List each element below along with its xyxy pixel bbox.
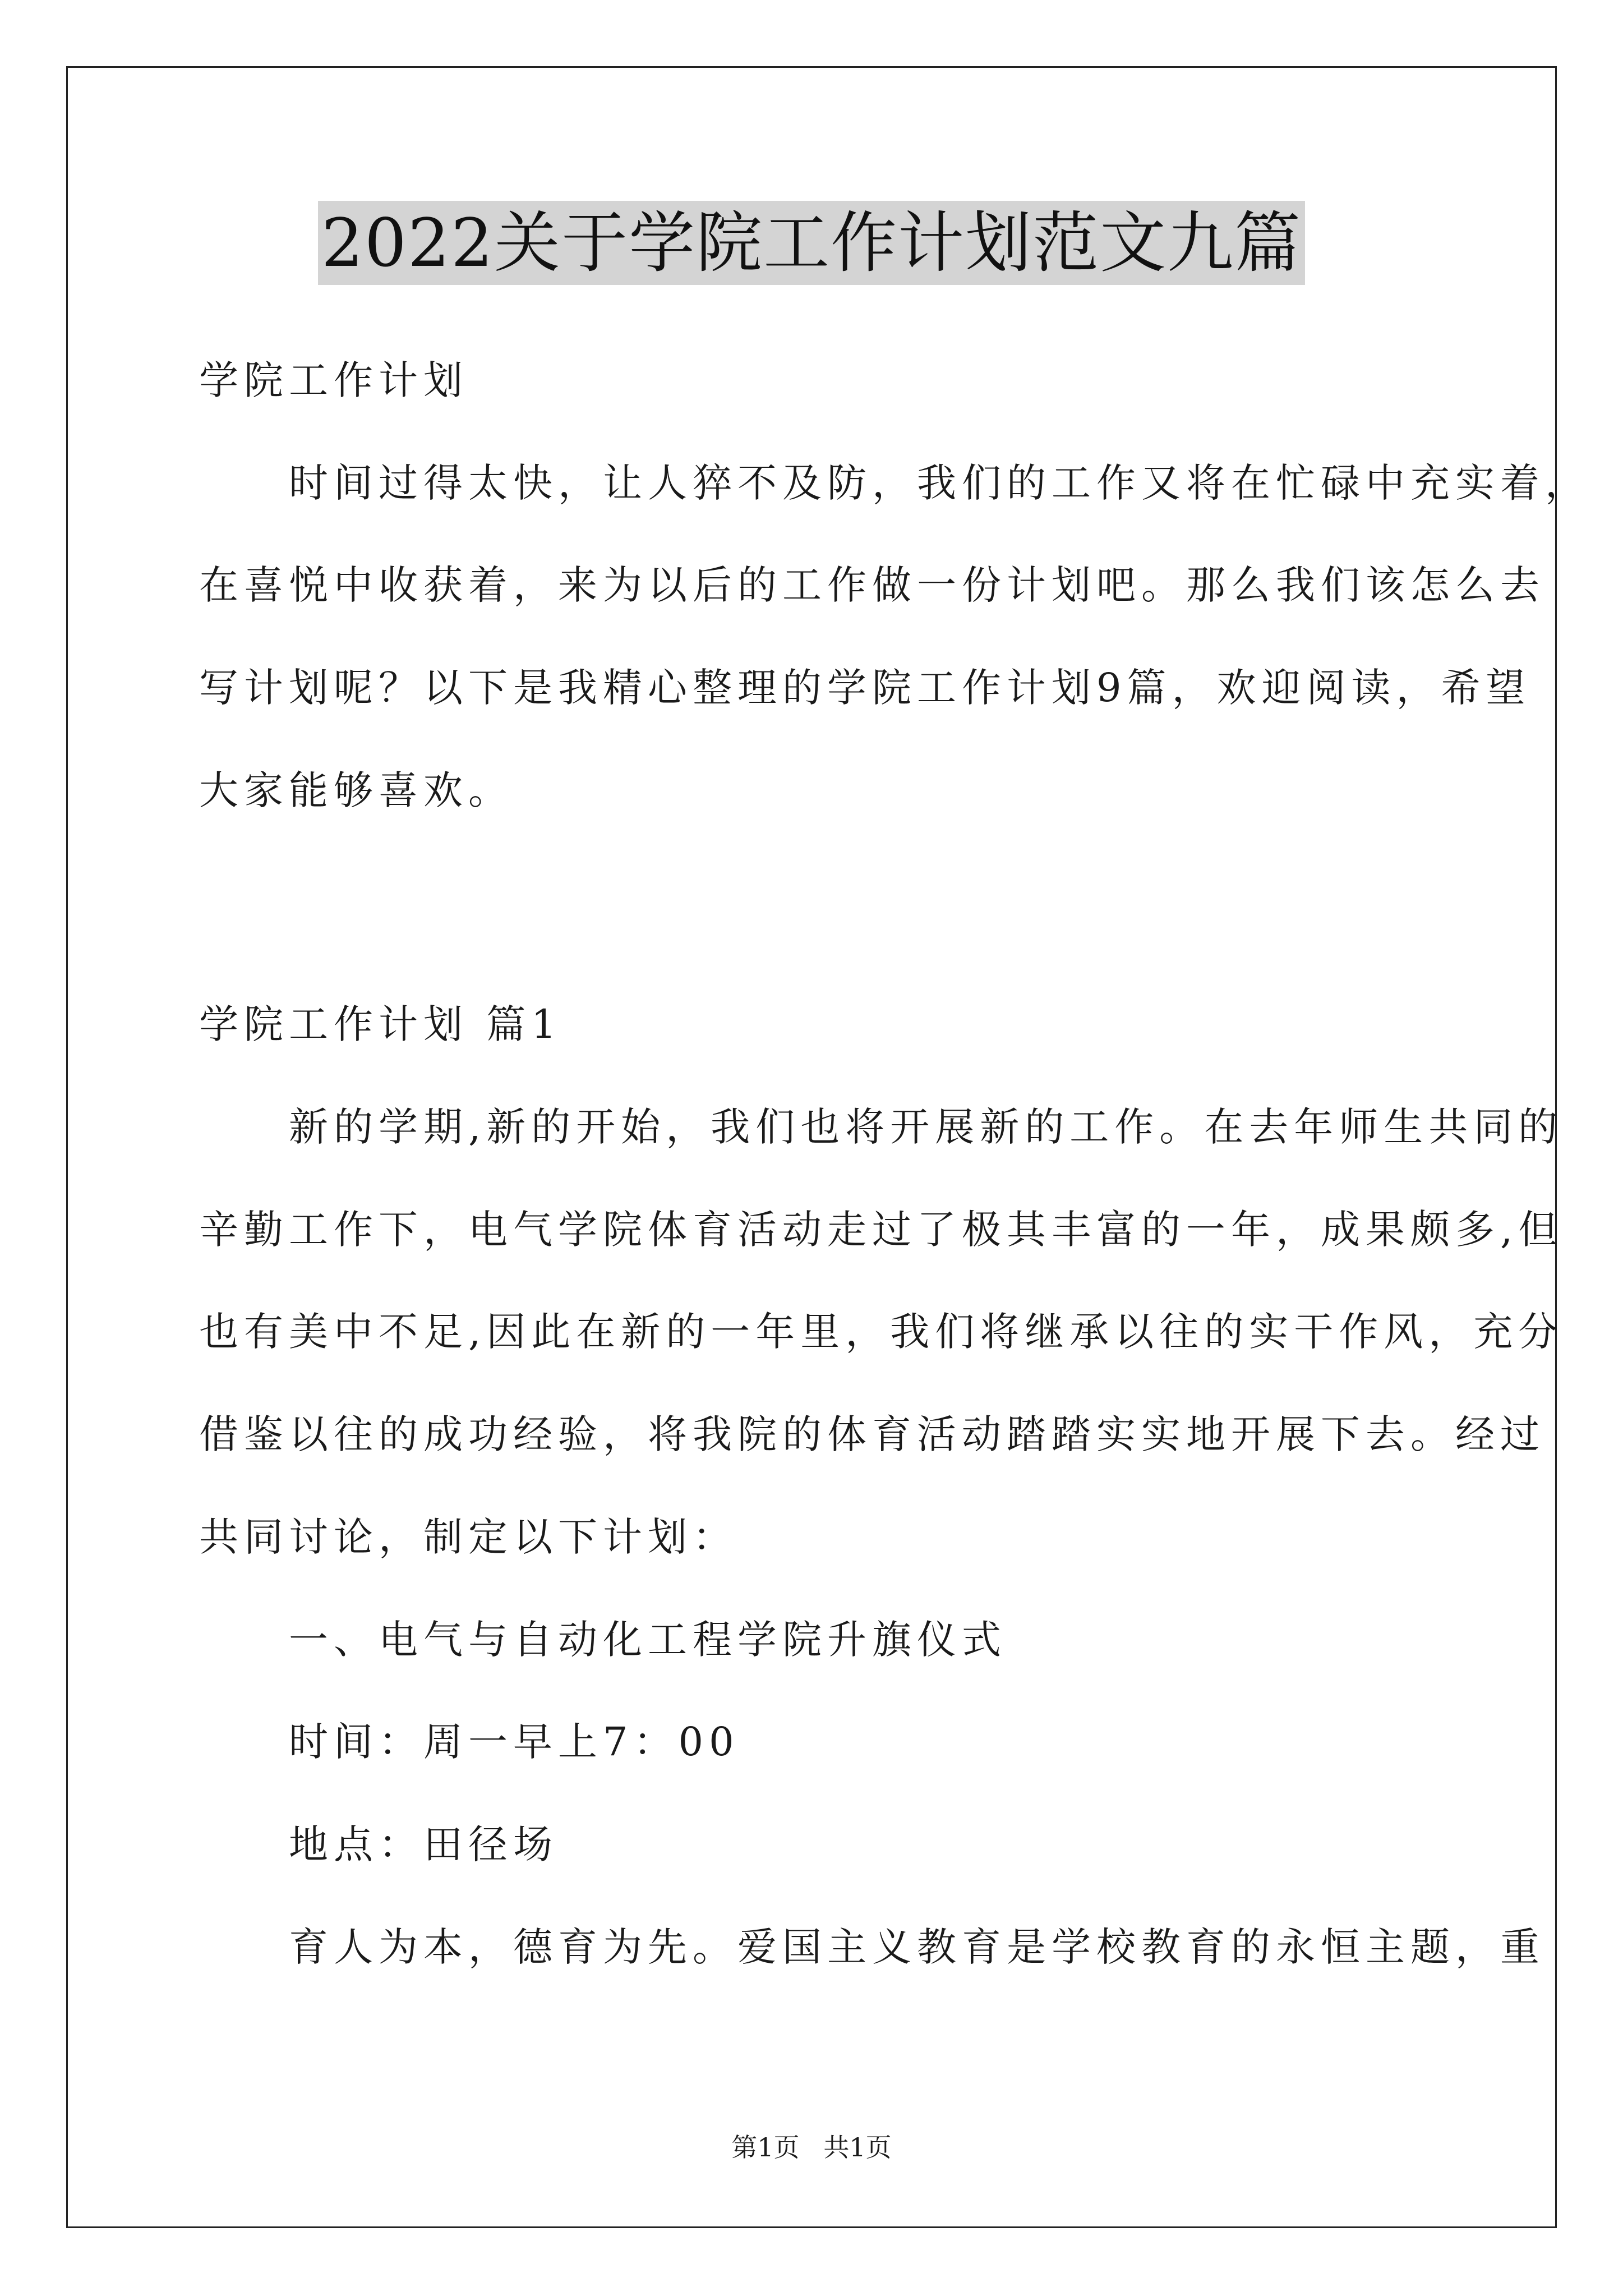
document-title: 2022关于学院工作计划范文九篇 (318, 201, 1305, 285)
paragraph-line: 大家能够喜欢。 (199, 767, 513, 813)
title-container (0, 201, 1623, 285)
paragraph-line: 辛勤工作下，电气学院体育活动走过了极其丰富的一年，成果颇多,但 (199, 1207, 1564, 1253)
paragraph-line: 在喜悦中收获着，来为以后的工作做一份计划吧。那么我们该怎么去 (199, 562, 1545, 608)
section-heading: 学院工作计划 篇1 (199, 1001, 562, 1047)
paragraph-line: 时间过得太快，让人猝不及防，我们的工作又将在忙碌中充实着， (199, 460, 1590, 506)
page-total: 共1页 (823, 2132, 892, 2162)
paragraph-line: 时间：周一早上7：00 (199, 1719, 740, 1765)
paragraph-line: 借鉴以往的成功经验，将我院的体育活动踏踏实实地开展下去。经过 (199, 1411, 1545, 1457)
paragraph-line: 地点：田径场 (199, 1821, 558, 1867)
paragraph-line: 也有美中不足,因此在新的一年里，我们将继承以往的实干作风，充分 (199, 1309, 1564, 1355)
subsection-heading: 一、电气与自动化工程学院升旗仪式 (199, 1617, 1007, 1663)
page-footer (0, 2127, 1623, 2164)
page-number: 第1页 (731, 2132, 800, 2162)
paragraph-line: 共同讨论，制定以下计划： (199, 1514, 737, 1560)
paragraph-line: 写计划呢？以下是我精心整理的学院工作计划9篇，欢迎阅读，希望 (199, 665, 1531, 711)
paragraph-line: 新的学期,新的开始，我们也将开展新的工作。在去年师生共同的 (199, 1104, 1564, 1150)
paragraph-line: 育人为本，德育为先。爱国主义教育是学校教育的永恒主题，重 (199, 1924, 1545, 1970)
section-heading: 学院工作计划 (199, 357, 468, 403)
